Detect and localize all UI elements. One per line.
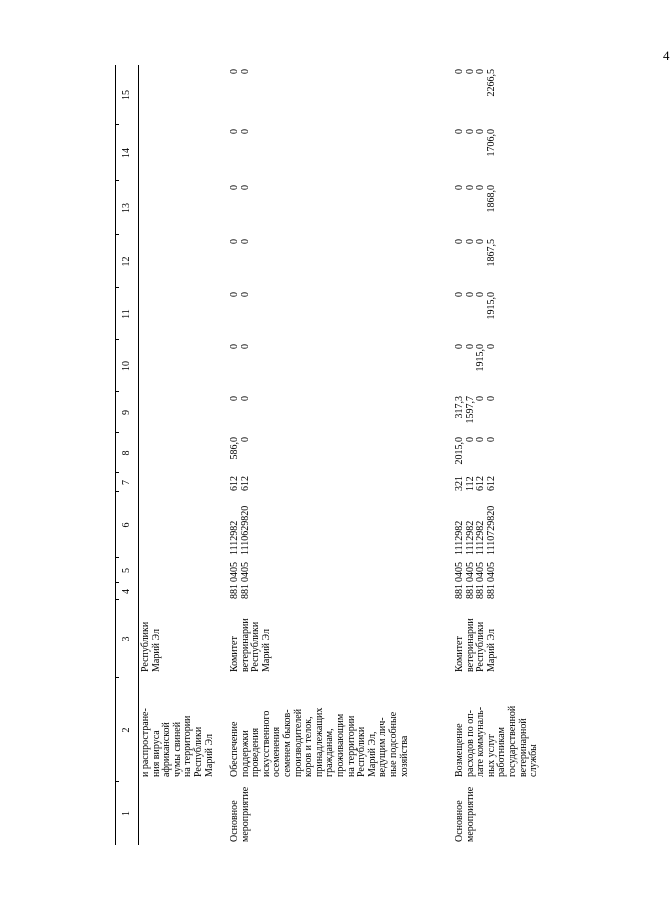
block-a-col2-line: семенем быков- <box>282 709 293 777</box>
block-b-col3-line: Марий Эл <box>485 629 497 672</box>
column-divider <box>115 582 119 583</box>
block-a-col13-line: 0 <box>239 185 251 190</box>
block-b-col14-line: 1706,0 <box>485 129 497 157</box>
block-b-col6-line: 1112982 <box>464 520 476 555</box>
block-b-col9-line: 1597,7 <box>464 396 476 424</box>
block-a-col2-line: искусственного <box>260 710 272 777</box>
block-b-col15-line: 0 <box>475 69 487 74</box>
block-b-col8-line: 2015,0 <box>454 437 465 465</box>
block-b-col10-line: 1915,0 <box>475 344 487 372</box>
block-b-col12-line: 0 <box>464 239 476 244</box>
block-a-col11-line: 0 <box>239 292 251 297</box>
table-top-rule <box>115 65 116 845</box>
block-a-col11-line: 0 <box>229 292 240 297</box>
block-b-col15-line: 2266,5 <box>485 69 497 97</box>
block-a-col7-line: 612 <box>239 476 251 491</box>
block-carry-col2-line: Марий Эл <box>203 734 215 777</box>
block-b-col11-line: 0 <box>464 292 476 297</box>
column-number-8: 8 <box>121 450 132 456</box>
column-divider <box>115 180 119 181</box>
block-b-col13-line: 1868,0 <box>485 185 497 213</box>
block-a-col3-line: Республики <box>250 621 262 672</box>
column-divider <box>115 287 119 288</box>
column-number-4: 4 <box>121 589 132 594</box>
block-carry-col2-line: на территории <box>182 715 194 777</box>
column-divider <box>115 557 119 558</box>
block-b-col4-line: 881 <box>475 584 487 599</box>
block-a-col2-line: производителей <box>292 708 304 777</box>
block-b-col14-line: 0 <box>464 129 476 134</box>
block-carry-col2-line: чумы свиней <box>171 721 183 777</box>
block-a-col6-line: 1112982 <box>229 520 240 555</box>
block-b-col2-line: работникам <box>496 727 508 777</box>
block-a-col4-line: 881 <box>229 584 240 599</box>
block-carry-col3-line: Марий Эл <box>150 629 162 672</box>
block-b-col7-line: 612 <box>475 476 487 491</box>
block-carry-col3-line: Республики <box>140 621 151 672</box>
page-number: 4 <box>663 48 670 63</box>
block-b-col11-line: 1915,0 <box>485 292 497 320</box>
block-b-col2-line: ветеринарной <box>517 718 529 777</box>
block-b-col8-line: 0 <box>464 437 476 442</box>
block-a-col3-line: Марий Эл <box>260 629 272 672</box>
block-b-col7-line: 112 <box>464 476 476 491</box>
block-b-col15-line: 0 <box>454 69 465 74</box>
block-a-col12-line: 0 <box>239 239 251 244</box>
column-number-9: 9 <box>121 410 132 415</box>
block-b-col2-line: ных услуг <box>485 733 497 777</box>
block-a-col4-line: 881 <box>239 584 251 599</box>
block-a-col5-line: 0405 <box>239 562 251 582</box>
block-b-col10-line: 0 <box>464 344 476 349</box>
block-b-col5-line: 0405 <box>475 562 487 582</box>
block-a-col3-line: Комитет <box>229 636 240 672</box>
block-b-col7-line: 321 <box>454 476 465 491</box>
column-divider <box>115 234 119 235</box>
block-b-col4-line: 881 <box>454 584 465 599</box>
block-a-col5-line: 0405 <box>229 562 240 582</box>
block-a-col9-line: 0 <box>229 396 240 401</box>
block-b-col15-line: 0 <box>464 69 476 74</box>
block-b-col9-line: 317,3 <box>454 396 465 419</box>
block-a-col2-line: осеменения <box>271 726 283 777</box>
block-b-col8-line: 0 <box>485 437 497 442</box>
block-carry-col2-line: ния вируса <box>150 730 162 777</box>
block-carry-col2-line: африканской <box>161 722 173 777</box>
block-b-col5-line: 0405 <box>454 562 465 582</box>
block-b-col13-line: 0 <box>454 185 465 190</box>
block-b-col2-line: государственной <box>507 705 518 777</box>
column-divider <box>115 391 119 392</box>
block-b-col6-line: 1112982 <box>475 520 487 555</box>
block-a-col1-line: Основное <box>229 800 240 842</box>
block-a-col14-line: 0 <box>239 129 251 134</box>
block-b-col1-line: Основное <box>454 800 465 842</box>
block-a-col8-line: 0 <box>239 437 251 442</box>
block-a-col14-line: 0 <box>229 129 240 134</box>
block-b-col4-line: 881 <box>485 584 497 599</box>
block-b-col6-line: 1110729820 <box>485 505 497 555</box>
column-number-15: 15 <box>121 90 132 100</box>
block-b-col2-line: Возмещение <box>454 723 465 777</box>
block-a-col10-line: 0 <box>239 344 251 349</box>
block-b-col3-line: Комитет <box>454 636 465 672</box>
block-a-col2-line: Республики <box>356 726 368 777</box>
block-b-col3-line: ветеринарии <box>464 618 476 672</box>
block-a-col3-line: ветеринарии <box>239 618 251 672</box>
block-b-col12-line: 0 <box>454 239 465 244</box>
block-a-col2-line: гражданам, <box>324 728 336 777</box>
column-divider <box>115 339 119 340</box>
block-a-col10-line: 0 <box>229 344 240 349</box>
block-b-col14-line: 0 <box>454 129 465 134</box>
block-b-col5-line: 0405 <box>464 562 476 582</box>
column-number-2: 2 <box>121 727 132 733</box>
block-carry-col2-line: и распростране- <box>140 708 151 777</box>
column-divider <box>115 781 119 782</box>
block-a-col2-line: ные подсобные <box>388 711 399 777</box>
block-b-col12-line: 0 <box>475 239 487 244</box>
block-a-col15-line: 0 <box>229 69 240 74</box>
block-b-col13-line: 0 <box>464 185 476 190</box>
block-a-col12-line: 0 <box>229 239 240 244</box>
block-b-col4-line: 881 <box>464 584 476 599</box>
block-a-col9-line: 0 <box>239 396 251 401</box>
column-number-12: 12 <box>121 256 132 267</box>
column-number-11: 11 <box>121 309 132 319</box>
block-b-col5-line: 0405 <box>485 562 497 582</box>
block-a-col2-line: ведущим лич- <box>377 717 389 777</box>
column-number-13: 13 <box>121 203 132 213</box>
block-b-col11-line: 0 <box>475 292 487 297</box>
block-b-col8-line: 0 <box>475 437 487 442</box>
block-b-col2-line: службы <box>528 744 540 777</box>
block-a-col2-line: на территории <box>345 715 357 777</box>
block-b-col2-line: расходов по оп- <box>464 710 476 777</box>
block-b-col13-line: 0 <box>475 185 487 190</box>
column-number-5: 5 <box>121 568 132 573</box>
block-a-col13-line: 0 <box>229 185 240 190</box>
block-a-col2-line: Марий Эл, <box>366 731 378 777</box>
column-number-6: 6 <box>121 522 132 528</box>
block-b-col2-line: лате коммуналь- <box>475 706 487 777</box>
block-b-col10-line: 0 <box>454 344 465 349</box>
block-b-col14-line: 0 <box>475 129 487 134</box>
block-a-col2-line: проведения <box>250 727 262 777</box>
header-rule <box>138 65 139 845</box>
block-a-col15-line: 0 <box>239 69 251 74</box>
block-a-col7-line: 612 <box>229 476 240 491</box>
column-divider <box>115 124 119 125</box>
column-divider <box>115 677 119 678</box>
column-number-10: 10 <box>121 361 132 371</box>
block-a-col2-line: поддержки <box>239 730 251 777</box>
column-number-3: 3 <box>121 636 132 642</box>
column-divider <box>115 491 119 492</box>
rotated-table <box>115 65 540 845</box>
block-b-col9-line: 0 <box>475 396 487 401</box>
column-number-1: 1 <box>121 811 132 816</box>
column-number-14: 14 <box>121 148 132 158</box>
block-a-col2-line: проживающим <box>335 713 346 777</box>
block-b-col10-line: 0 <box>485 344 497 349</box>
block-b-col1-line: мероприятие <box>464 786 476 842</box>
block-b-col11-line: 0 <box>454 292 465 297</box>
block-carry-col2-line: Республики <box>193 726 204 777</box>
block-b-col6-line: 1112982 <box>454 520 465 555</box>
block-a-col8-line: 586,0 <box>229 437 240 460</box>
block-a-col2-line: хозяйства <box>398 735 410 777</box>
column-divider <box>115 472 119 473</box>
block-b-col12-line: 1867,5 <box>485 239 497 267</box>
block-b-col9-line: 0 <box>485 396 497 401</box>
block-a-col2-line: принадлежащих <box>313 707 325 777</box>
block-b-col7-line: 612 <box>485 476 497 491</box>
block-b-col3-line: Республики <box>475 621 487 672</box>
block-a-col1-line: мероприятие <box>239 786 251 842</box>
block-a-col2-line: Обеспечение <box>229 721 240 777</box>
column-divider <box>115 432 119 433</box>
block-a-col2-line: коров и телок, <box>303 716 315 777</box>
column-number-7: 7 <box>121 480 132 485</box>
block-a-col6-line: 1110629820 <box>239 505 251 555</box>
column-divider <box>115 599 119 600</box>
